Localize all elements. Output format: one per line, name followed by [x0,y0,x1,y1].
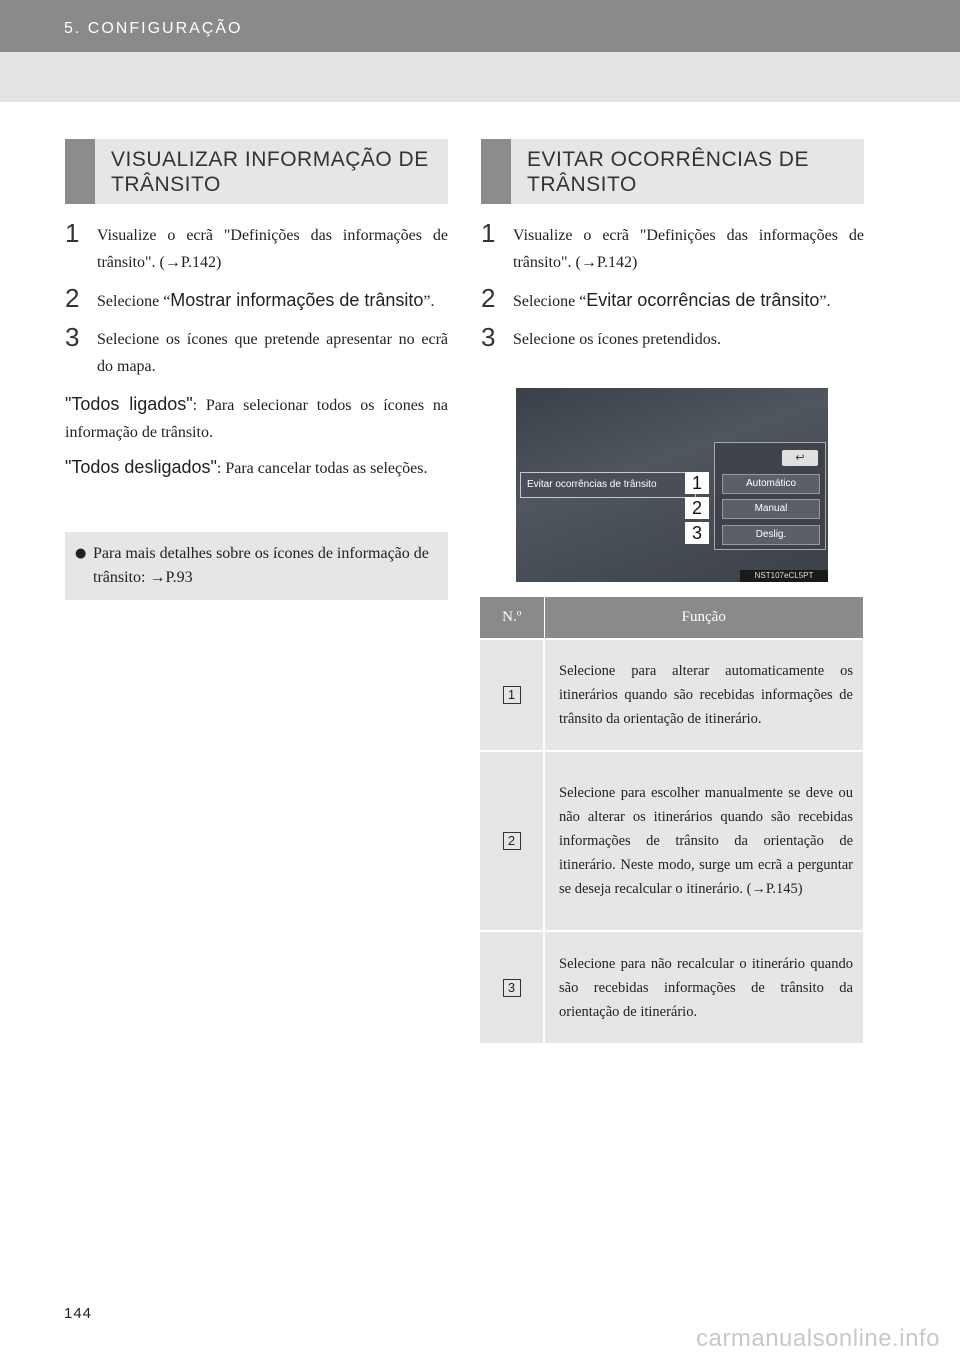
row-description: Selecione para escolher manualmente se deve ou não alterar os itinerários quando são recebidas informações de trânsito da orientação de itinerário. Neste modo, surge um ecrã a perguntar se deseja recalcular o itinerário. (→P.145) [544,751,863,931]
option-label: "Todos desligados" [65,457,217,477]
row-number-cell [480,639,544,751]
left-heading-text: VISUALIZAR INFORMAÇÃO DE TRÂNSITO [111,148,429,196]
row-number-cell [480,751,544,931]
option-desc: : Para selecionar todos os ícones na informação de trânsito. [65,397,448,441]
screen-title: Evitar ocorrências de trânsito [520,472,696,498]
header-bar [0,0,960,52]
step-item [481,283,864,315]
callout-number: 2 [685,497,709,519]
step-text-prefix: Selecione “ [97,293,171,310]
step-number: 3 [481,322,496,352]
option-desc: : Para cancelar todas as seleções. [216,460,428,477]
note-text: Para mais detalhes sobre os ícones de informação de trânsito: →P.93 [93,545,429,586]
row-number: 1 [503,686,521,704]
step-text: Selecione os ícones que pretende apresentar no ecrã do mapa. [97,331,448,375]
heading-strip [481,139,511,204]
step-item [481,322,864,353]
watermark: carmanualsonline.info [696,1325,940,1352]
column-header-number: N.º [480,597,544,639]
heading-strip [65,139,95,204]
nav-screen-illustration [516,388,828,582]
screen-option-automatico: Automático [722,474,820,494]
step-number: 2 [481,283,496,313]
step-number: 1 [481,218,496,248]
step-text-option: Evitar ocorrências de trânsito [586,290,820,310]
header-subbar [0,52,960,102]
row-number: 3 [503,979,521,997]
function-table [480,597,863,1043]
callout-number: 3 [685,522,709,544]
step-text-suffix: ”. [423,293,435,310]
left-section-heading [65,139,448,204]
step-item [65,218,448,276]
step-text-suffix: ”. [819,293,831,310]
step-text-option: Mostrar informações de trânsito [170,290,424,310]
callout-number: 1 [685,472,709,494]
row-number: 2 [503,832,521,850]
column-header-function: Função [544,597,863,639]
row-description: Selecione para alterar automaticamente os itinerários quando são recebidas informações de trânsito da orientação de itinerário. [544,639,863,751]
table-header-row [480,597,863,639]
table-row [480,751,863,931]
step-text: Visualize o ecrã "Definições das informações de trânsito". (→P.142) [513,227,864,271]
row-description: Selecione para não recalcular o itinerário quando são recebidas informações de trânsito da orientação de itinerário. [544,931,863,1043]
option-label: "Todos ligados" [65,394,193,414]
option-description [65,454,448,482]
right-column [481,218,864,364]
note-box [65,532,448,600]
step-item [65,322,448,380]
right-heading-text: EVITAR OCORRÊNCIAS DE TRÂNSITO [527,148,809,196]
step-item [481,218,864,276]
screen-option-manual: Manual [722,499,820,519]
table-row [480,931,863,1043]
left-column [65,218,448,490]
step-text: Selecione os ícones pretendidos. [513,331,721,348]
step-text-prefix: Selecione “ [513,293,587,310]
step-number: 3 [65,322,80,352]
screen-option-deslig: Deslig. [722,525,820,545]
back-icon: ↩ [782,450,818,466]
row-number-cell [480,931,544,1043]
page-number: 144 [64,1305,93,1322]
step-text: Visualize o ecrã "Definições das informações de trânsito". (→P.142) [97,227,448,271]
table-row [480,639,863,751]
bullet-icon: ● [75,546,87,561]
image-code: NST107eCL5PT [740,570,828,582]
section-title: 5. CONFIGURAÇÃO [64,20,243,37]
right-section-heading [481,139,864,204]
step-number: 1 [65,218,80,248]
option-description [65,391,448,446]
step-number: 2 [65,283,80,313]
step-item [65,283,448,315]
